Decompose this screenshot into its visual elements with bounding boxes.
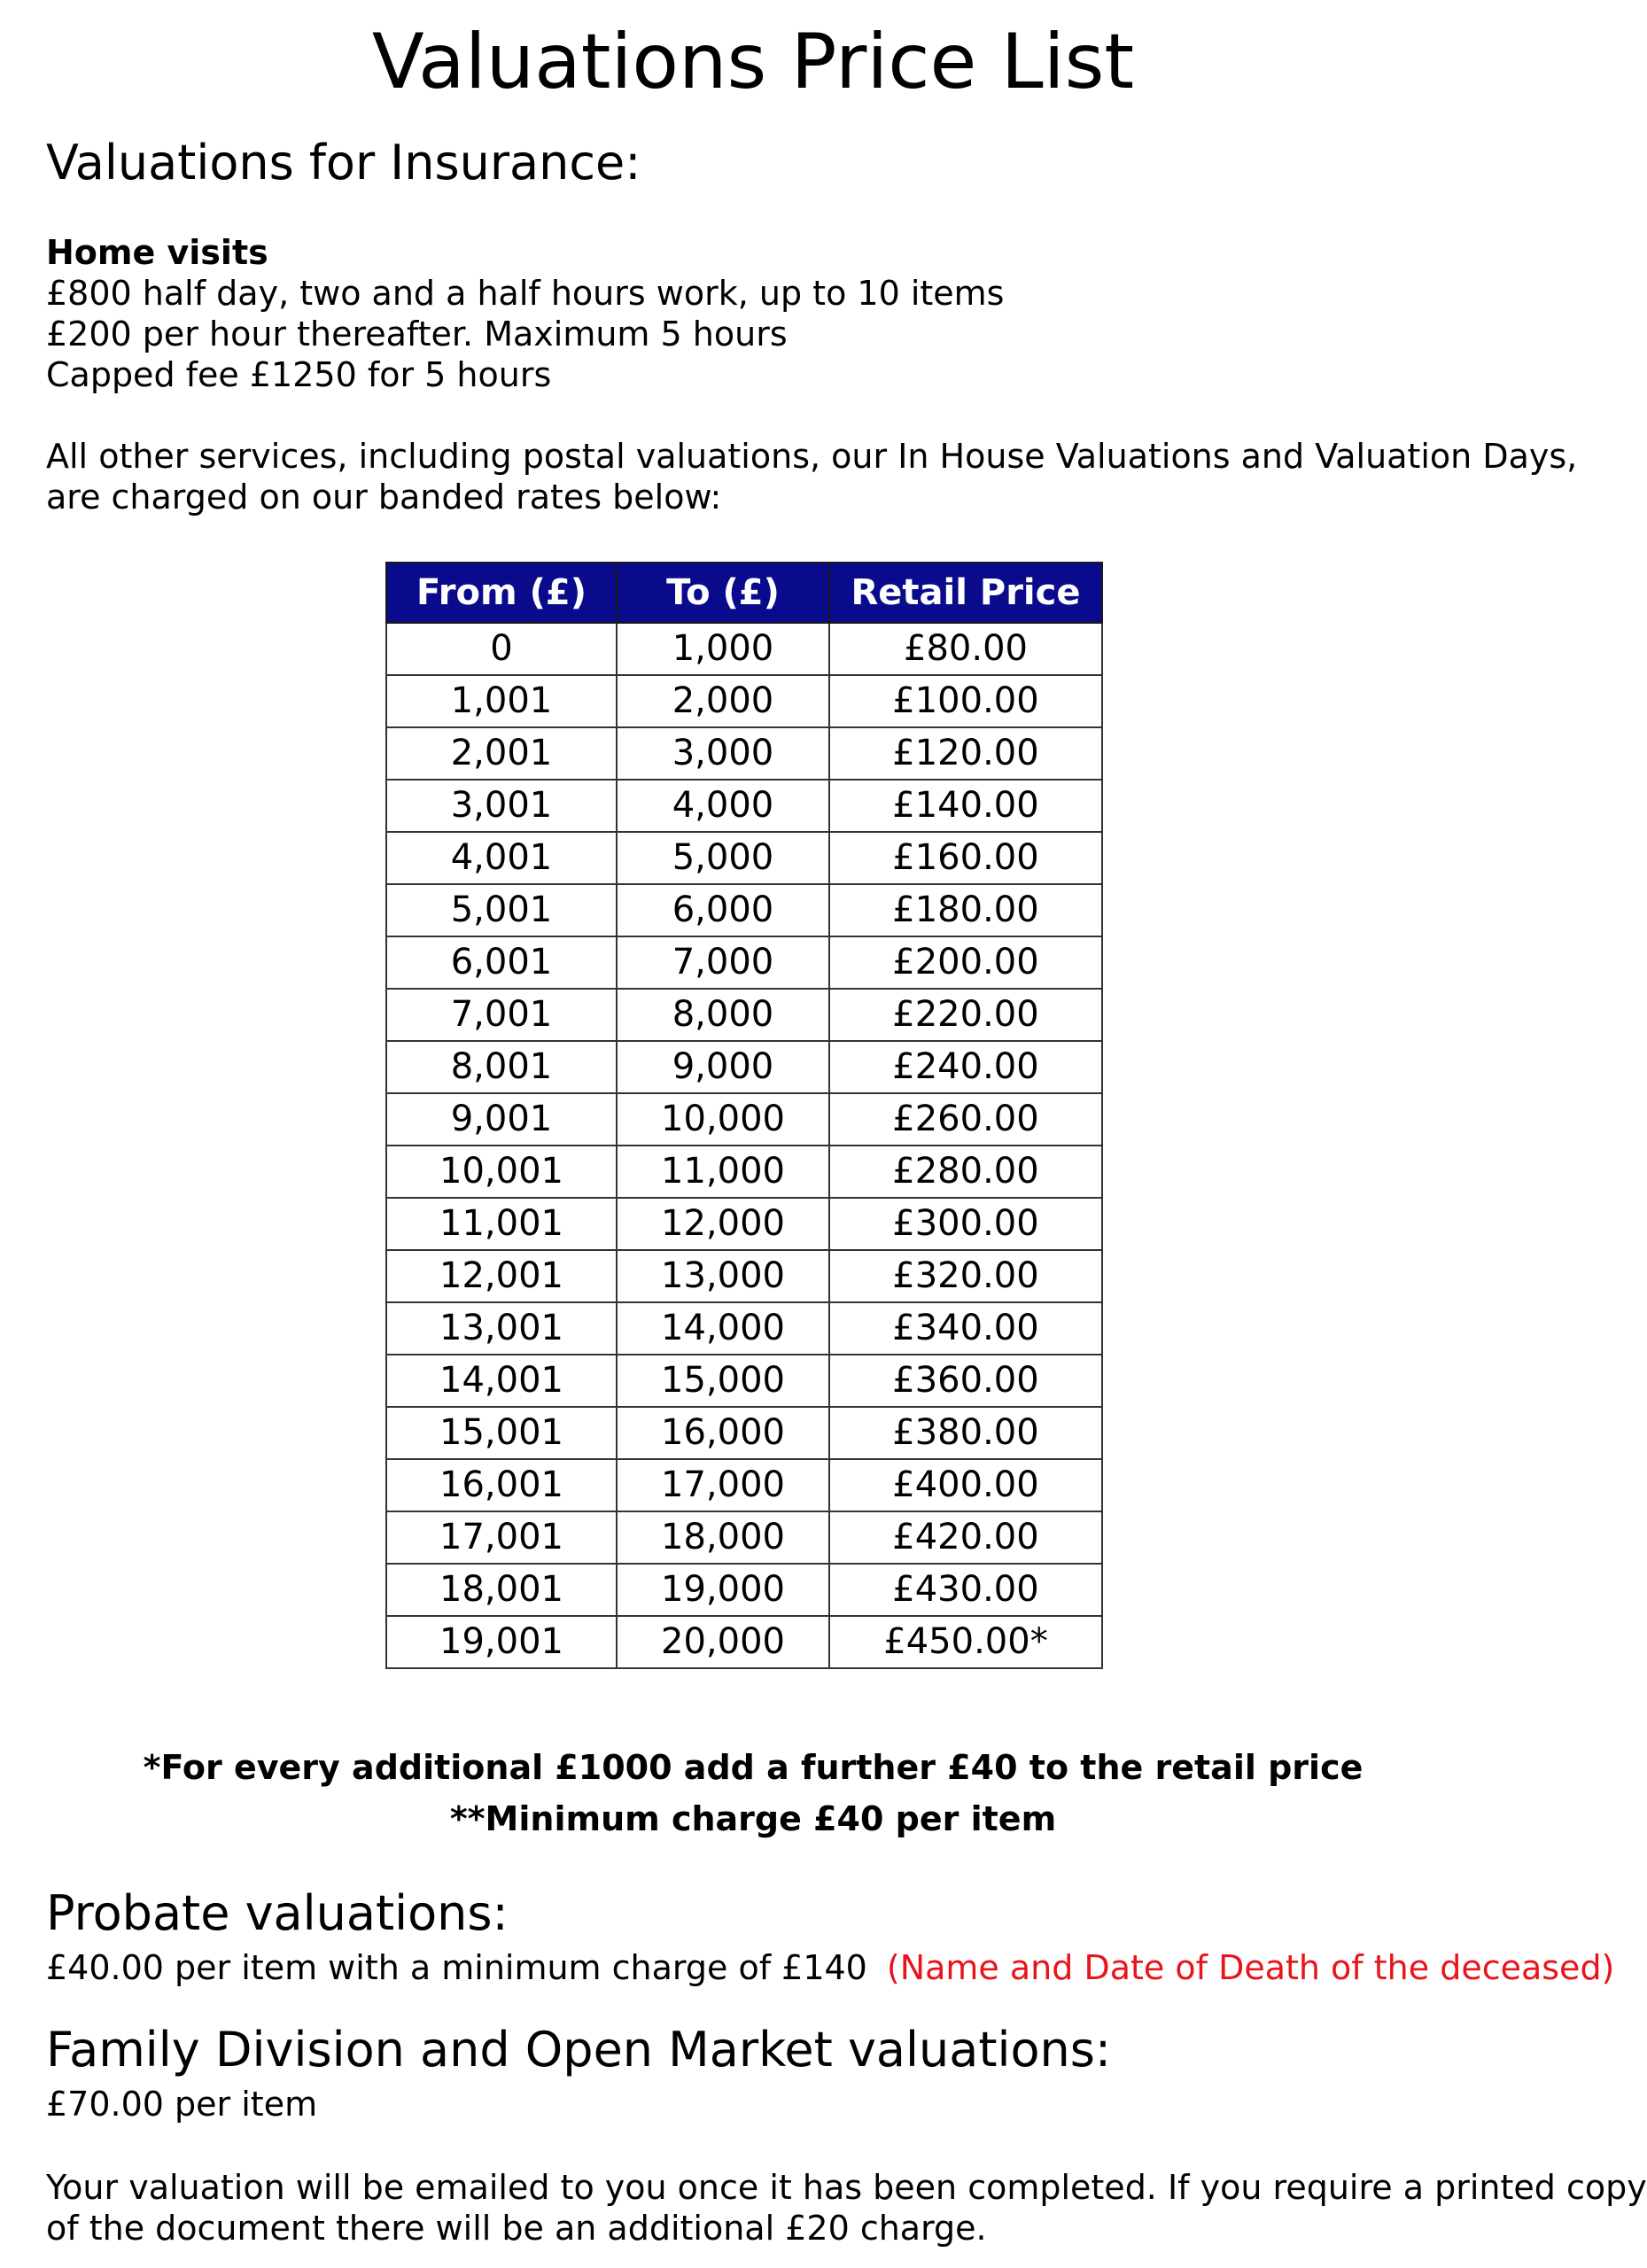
price-cell: £260.00 — [829, 1093, 1102, 1146]
to-cell: 15,000 — [617, 1355, 829, 1407]
table-row — [386, 727, 1102, 780]
price-cell: £180.00 — [829, 884, 1102, 936]
to-cell: 19,000 — [617, 1564, 829, 1616]
from-cell: 5,001 — [386, 884, 617, 936]
price-cell: £120.00 — [829, 727, 1102, 780]
to-cell: 4,000 — [617, 780, 829, 832]
from-cell: 19,001 — [386, 1616, 617, 1668]
table-row — [386, 1198, 1102, 1250]
to-cell: 9,000 — [617, 1041, 829, 1093]
from-cell: 9,001 — [386, 1093, 617, 1146]
to-cell: 2,000 — [617, 675, 829, 727]
column-header-retail-price: Retail Price — [829, 563, 1102, 623]
to-cell: 13,000 — [617, 1250, 829, 1302]
table-row — [386, 832, 1102, 884]
from-cell: 8,001 — [386, 1041, 617, 1093]
to-cell: 3,000 — [617, 727, 829, 780]
price-cell: £450.00* — [829, 1616, 1102, 1668]
to-cell: 5,000 — [617, 832, 829, 884]
to-cell: 12,000 — [617, 1198, 829, 1250]
from-cell: 2,001 — [386, 727, 617, 780]
price-cell: £340.00 — [829, 1302, 1102, 1355]
from-cell: 0 — [386, 623, 617, 675]
price-cell: £420.00 — [829, 1511, 1102, 1564]
from-cell: 7,001 — [386, 989, 617, 1041]
from-cell: 11,001 — [386, 1198, 617, 1250]
probate-line — [46, 1947, 1614, 1988]
page-title: Valuations Price List — [371, 18, 1135, 106]
from-cell: 6,001 — [386, 936, 617, 989]
price-cell: £100.00 — [829, 675, 1102, 727]
table-row — [386, 1093, 1102, 1146]
column-header-to: To (£) — [617, 563, 829, 623]
price-cell: £280.00 — [829, 1146, 1102, 1198]
column-header-from: From (£) — [386, 563, 617, 623]
from-cell: 3,001 — [386, 780, 617, 832]
to-cell: 14,000 — [617, 1302, 829, 1355]
price-cell: £200.00 — [829, 936, 1102, 989]
table-row — [386, 1564, 1102, 1616]
to-cell: 17,000 — [617, 1459, 829, 1511]
price-cell: £140.00 — [829, 780, 1102, 832]
home-visits-heading: Home visits — [46, 233, 268, 272]
family-line: £70.00 per item — [46, 2085, 318, 2124]
price-cell: £320.00 — [829, 1250, 1102, 1302]
from-cell: 4,001 — [386, 832, 617, 884]
table-header-row — [386, 563, 1102, 623]
from-cell: 18,001 — [386, 1564, 617, 1616]
other-services-line: All other services, including postal valuations, our In House Valuations and Valuation Days, — [46, 437, 1578, 476]
table-row — [386, 1302, 1102, 1355]
price-cell: £360.00 — [829, 1355, 1102, 1407]
price-table — [385, 562, 1103, 1669]
price-cell: £400.00 — [829, 1459, 1102, 1511]
price-cell: £300.00 — [829, 1198, 1102, 1250]
home-visits-line: £200 per hour thereafter. Maximum 5 hours — [46, 315, 788, 353]
minimum-charge-note: **Minimum charge £40 per item — [449, 1799, 1057, 1838]
to-cell: 20,000 — [617, 1616, 829, 1668]
from-cell: 16,001 — [386, 1459, 617, 1511]
from-cell: 1,001 — [386, 675, 617, 727]
probate-red-note: (Name and Date of Death of the deceased) — [886, 1948, 1615, 1987]
table-row — [386, 780, 1102, 832]
to-cell: 16,000 — [617, 1407, 829, 1459]
home-visits-line: Capped fee £1250 for 5 hours — [46, 355, 552, 394]
table-row — [386, 1616, 1102, 1668]
table-row — [386, 884, 1102, 936]
insurance-heading: Valuations for Insurance: — [46, 135, 641, 190]
from-cell: 14,001 — [386, 1355, 617, 1407]
to-cell: 10,000 — [617, 1093, 829, 1146]
table-row — [386, 1407, 1102, 1459]
table-row — [386, 1250, 1102, 1302]
table-row — [386, 989, 1102, 1041]
to-cell: 6,000 — [617, 884, 829, 936]
price-cell: £80.00 — [829, 623, 1102, 675]
family-heading: Family Division and Open Market valuations: — [46, 2022, 1112, 2078]
probate-heading: Probate valuations: — [46, 1885, 509, 1941]
footer-line: of the document there will be an additional £20 charge. — [46, 2209, 987, 2248]
from-cell: 17,001 — [386, 1511, 617, 1564]
other-services-line: are charged on our banded rates below: — [46, 478, 722, 517]
table-row — [386, 1355, 1102, 1407]
additional-charge-note: *For every additional £1000 add a further £40 to the retail price — [143, 1748, 1363, 1787]
table-row — [386, 675, 1102, 727]
from-cell: 13,001 — [386, 1302, 617, 1355]
from-cell: 15,001 — [386, 1407, 617, 1459]
table-row — [386, 623, 1102, 675]
table-row — [386, 1041, 1102, 1093]
table-row — [386, 1459, 1102, 1511]
table-row — [386, 1146, 1102, 1198]
to-cell: 7,000 — [617, 936, 829, 989]
price-cell: £240.00 — [829, 1041, 1102, 1093]
from-cell: 12,001 — [386, 1250, 617, 1302]
to-cell: 1,000 — [617, 623, 829, 675]
table-row — [386, 936, 1102, 989]
from-cell: 10,001 — [386, 1146, 617, 1198]
price-cell: £380.00 — [829, 1407, 1102, 1459]
probate-price-text: £40.00 per item with a minimum charge of £140 — [46, 1948, 867, 1987]
footer-line: Your valuation will be emailed to you once it has been completed. If you require a printed copy — [46, 2168, 1647, 2207]
price-cell: £220.00 — [829, 989, 1102, 1041]
table-row — [386, 1511, 1102, 1564]
price-cell: £160.00 — [829, 832, 1102, 884]
home-visits-line: £800 half day, two and a half hours work, up to 10 items — [46, 274, 1005, 313]
to-cell: 11,000 — [617, 1146, 829, 1198]
to-cell: 18,000 — [617, 1511, 829, 1564]
to-cell: 8,000 — [617, 989, 829, 1041]
price-cell: £430.00 — [829, 1564, 1102, 1616]
